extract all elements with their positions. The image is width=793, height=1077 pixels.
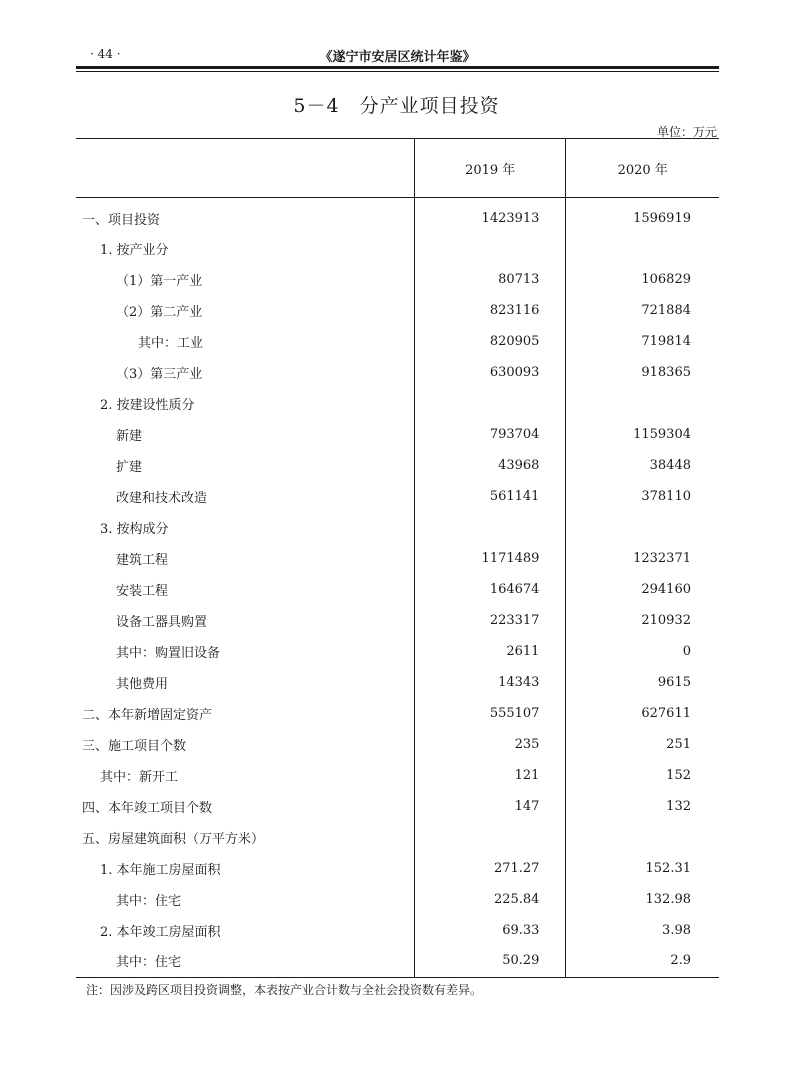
value-2020: 294160 [641,582,691,597]
value-2019: 14343 [414,667,566,698]
value-2020: 106829 [641,272,691,287]
value-2020: 1159304 [633,427,691,442]
table-row [76,946,719,978]
table-row [76,295,719,326]
table-row [76,233,719,264]
table-row [76,667,719,698]
value-2020: 1596919 [633,211,691,226]
table-title: 5－4 分产业项目投资 [293,95,500,117]
value-2019: 561141 [414,481,566,512]
value-2019: 225.84 [414,884,566,915]
table-row [76,853,719,884]
value-2019: 223317 [414,605,566,636]
row-label: 其中：住宅 [76,884,414,915]
value-2020: 627611 [641,706,691,721]
value-2020: 721884 [641,303,691,318]
book-title: 《遂宁市安居区统计年鉴》 [319,50,476,65]
value-2019: 121 [414,760,566,791]
row-label: 二、本年新增固定资产 [76,698,414,729]
row-label: 设备工器具购置 [76,605,414,636]
row-label: 四、本年竣工项目个数 [76,791,414,822]
value-2019: 793704 [414,419,566,450]
header-cell-label [76,139,414,198]
table-row [76,326,719,357]
value-2020 [566,388,719,419]
table-row [76,543,719,574]
value-2019 [414,822,566,853]
value-2020: 210932 [641,613,691,628]
value-2020: 918365 [641,365,691,380]
value-2020 [566,512,719,543]
table-row [76,605,719,636]
table-row [76,760,719,791]
table-row [76,915,719,946]
page-number: · 44 · [90,47,121,61]
value-2019: 147 [414,791,566,822]
row-label: 2. 本年竣工房屋面积 [76,915,414,946]
value-2019: 555107 [414,698,566,729]
header-rule-thick [76,66,719,69]
row-label: 其他费用 [76,667,414,698]
value-2019: 80713 [414,264,566,295]
row-label: 其中：新开工 [76,760,414,791]
table-row [76,357,719,388]
row-label: 一、项目投资 [76,198,414,234]
table-row [76,450,719,481]
row-label: 3. 按构成分 [76,512,414,543]
value-2019: 1171489 [414,543,566,574]
value-2019 [414,233,566,264]
value-2020: 152.31 [645,861,691,876]
value-2020 [566,233,719,264]
value-2019: 235 [414,729,566,760]
table-body [76,198,719,978]
header-cell-2019: 2019 年 [414,139,566,198]
value-2019: 1423913 [414,198,566,234]
row-label: 新建 [76,419,414,450]
row-label: 其中：住宅 [76,946,414,978]
table-row [76,698,719,729]
page-header [76,44,719,65]
table-row [76,636,719,667]
value-2020: 3.98 [662,923,691,938]
header-rule-thin [76,71,719,72]
value-2020: 38448 [649,458,691,473]
value-2020: 2.9 [566,946,719,978]
row-label: 扩建 [76,450,414,481]
table-row [76,791,719,822]
footnote: 注：因涉及跨区项目投资调整，本表按产业合计数与全社会投资数有差异。 [86,983,483,997]
value-2020: 378110 [641,489,691,504]
table-row [76,884,719,915]
value-2019: 69.33 [414,915,566,946]
value-2020: 152 [666,768,691,783]
investment-table [76,138,719,978]
value-2019 [414,512,566,543]
table-row [76,574,719,605]
value-2019: 2611 [414,636,566,667]
table-row [76,822,719,853]
row-label: 2. 按建设性质分 [76,388,414,419]
value-2020: 132 [666,799,691,814]
value-2020: 9615 [657,675,691,690]
row-label: 建筑工程 [76,543,414,574]
value-2020: 0 [682,644,691,659]
row-label: （1）第一产业 [76,264,414,295]
value-2020 [566,822,719,853]
value-2020: 251 [666,737,691,752]
row-label: 1. 按产业分 [76,233,414,264]
value-2019: 43968 [414,450,566,481]
table-row [76,729,719,760]
unit-label: 单位：万元 [656,125,717,139]
row-label: 改建和技术改造 [76,481,414,512]
value-2019: 164674 [414,574,566,605]
value-2019: 271.27 [414,853,566,884]
value-2020: 132.98 [645,892,691,907]
value-2019: 50.29 [414,946,566,978]
value-2020: 1232371 [633,551,691,566]
row-label: 1. 本年施工房屋面积 [76,853,414,884]
table-row [76,264,719,295]
value-2019 [414,388,566,419]
row-label: （2）第二产业 [76,295,414,326]
table-header-row [76,139,719,198]
table-row [76,512,719,543]
table-row [76,198,719,234]
value-2019: 823116 [414,295,566,326]
value-2019: 630093 [414,357,566,388]
header-cell-2020: 2020 年 [566,139,719,198]
table-row [76,419,719,450]
table-row [76,481,719,512]
row-label: 五、房屋建筑面积（万平方米） [76,822,414,853]
row-label: 其中：购置旧设备 [76,636,414,667]
value-2020: 719814 [641,334,691,349]
row-label: 其中：工业 [76,326,414,357]
value-2019: 820905 [414,326,566,357]
row-label: 三、施工项目个数 [76,729,414,760]
row-label: （3）第三产业 [76,357,414,388]
table-row [76,388,719,419]
row-label: 安装工程 [76,574,414,605]
